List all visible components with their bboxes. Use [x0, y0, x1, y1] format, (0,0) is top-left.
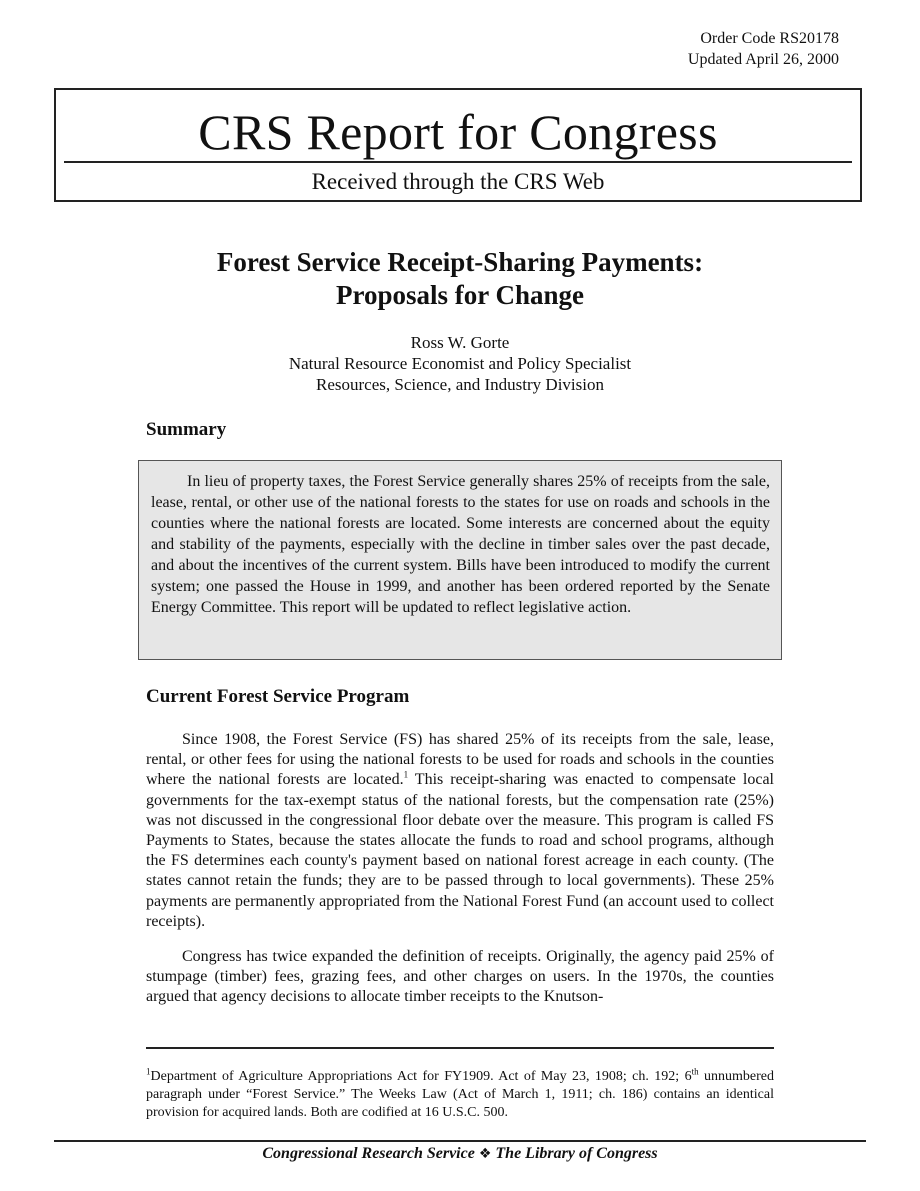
updated-date: Updated April 26, 2000: [687, 51, 839, 68]
report-title-line2: Proposals for Change: [335, 280, 585, 310]
paragraph-2: Congress has twice expanded the definition of receipts. Originally, the agency paid 25% of stumpage (timber) fees, grazing fees, and other charges on users. In the 1970s, the counties argued that agency decisions to allocate timber receipts to the Knutson-: [146, 948, 774, 1006]
order-code: Order Code RS20178: [700, 30, 839, 47]
banner-divider: [64, 161, 852, 163]
section-heading: Current Forest Service Program: [146, 686, 410, 707]
footnote-ordinal: th: [691, 1066, 699, 1077]
paragraph-1-part2: This receipt-sharing was enacted to compensate local governments for the tax-exempt status of the national forests, but the compensation rate (25%) was not discussed in the congressional floor debate over the measure. This program is called FS Payments to States, because the states allocate the funds to road and school programs, although the FS determines each county's payment based on national forest acreage in each county. (The states cannot retain the funds; they are to be passed through to local governments). These 25% payments are permanently appropriated from the National Forest Fund (an account used to collect receipts).: [146, 771, 775, 930]
report-title-line1: Forest Service Receipt-Sharing Payments:: [216, 247, 704, 277]
order-code-block: [688, 28, 839, 70]
summary-box: [138, 460, 782, 660]
banner-subtitle: Received through the CRS Web: [311, 169, 605, 194]
footnote: [146, 1068, 774, 1122]
section-body: [146, 730, 774, 1023]
report-banner: [54, 88, 862, 202]
footnote-number: 1: [146, 1066, 151, 1077]
footer-library: The Library of Congress: [495, 1145, 658, 1162]
author-division: Resources, Science, and Industry Division: [316, 375, 604, 394]
summary-text: In lieu of property taxes, the Forest Service generally shares 25% of receipts from the sale, lease, rental, or other use of the national forests to the states for use on roads and schools in the counties where the national forests are located. Some interests are concerned about the equity and stability of the payments, especially with the decline in timber sales over the past decade, and about the incentives of the current system. Bills have been introduced to modify the current system; one passed the House in 1999, and another has been ordered reported by the Senate Energy Committee. This report will be updated to reflect legislative action.: [151, 473, 770, 616]
diamond-separator-icon: ❖: [478, 1146, 492, 1162]
report-title: [0, 246, 920, 312]
footer-divider: [54, 1140, 866, 1142]
author-name: Ross W. Gorte: [410, 333, 510, 352]
paragraph-1: [146, 730, 774, 932]
footnote-ref[interactable]: 1: [403, 770, 409, 781]
author-block: [0, 332, 920, 395]
banner-title: CRS Report for Congress: [198, 104, 718, 160]
footnote-text-part1: Department of Agriculture Appropriations Act for FY1909. Act of May 23, 1908; ch. 192; 6: [150, 1069, 692, 1084]
page-footer: [0, 1144, 920, 1164]
footnote-text-part2: unnumbered paragraph under “Forest Service.” The Weeks Law (Act of March 1, 1911; ch. 186) contains an identical provision for acquired lands. Both are codified at 16 U.S.C. 500.: [146, 1069, 774, 1120]
paragraph-1-part1: Since 1908, the Forest Service (FS) has shared 25% of its receipts from the sale, lease, rental, or other fees for using the national forests to be used for roads and schools in the counties where the national forests are located.: [146, 731, 774, 789]
footer-crs: Congressional Research Service: [262, 1145, 475, 1162]
summary-heading: Summary: [146, 419, 227, 440]
footnote-divider: [146, 1047, 774, 1049]
author-role: Natural Resource Economist and Policy Specialist: [288, 354, 632, 373]
